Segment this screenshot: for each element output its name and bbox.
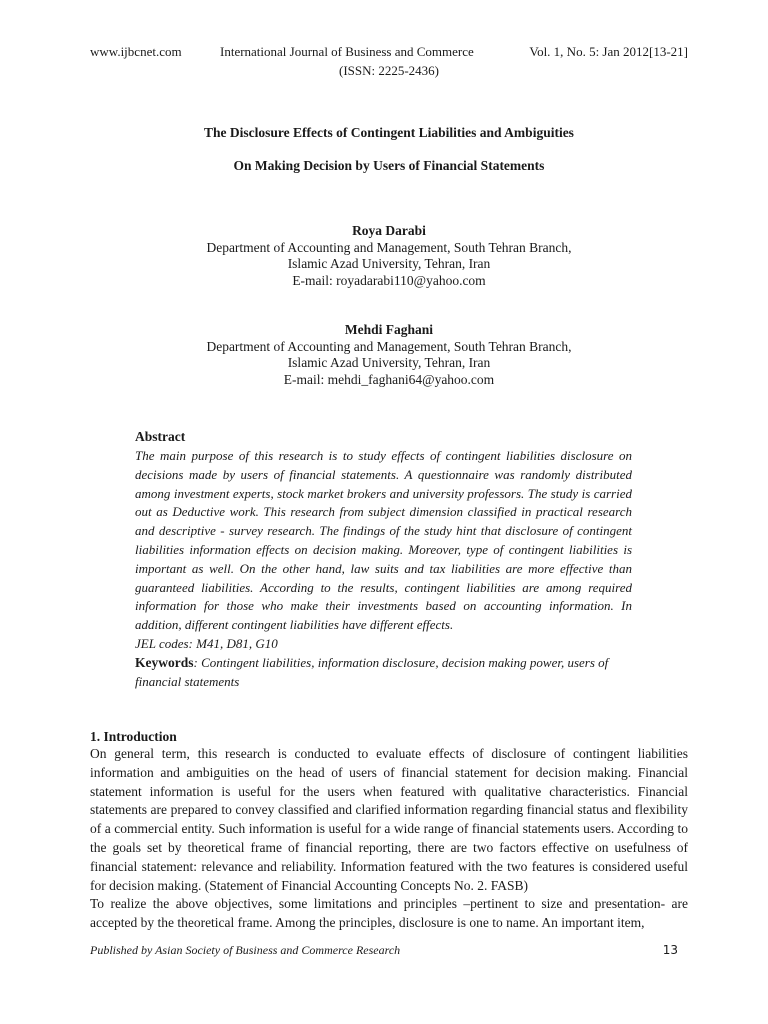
author-affiliation: Islamic Azad University, Tehran, Iran [287,256,491,271]
page-footer [90,943,688,961]
author-email[interactable]: E-mail: royadarabi110@yahoo.com [292,272,486,288]
author-affiliation: Islamic Azad University, Tehran, Iran [287,355,491,370]
author-name: Roya Darabi [352,223,426,238]
abstract-section [135,428,632,691]
author-name: Mehdi Faghani [344,322,434,337]
publisher-credit: Published by Asian Society of Business and Commerce Research [90,943,401,957]
journal-website[interactable]: www.ijbcnet.com [90,44,182,59]
keywords-label: Keywords [135,654,194,670]
paper-title [90,125,688,174]
jel-codes: JEL codes: M41, D81, G10 [135,635,278,651]
introduction-section [90,728,688,933]
author-block-1 [90,223,688,289]
journal-name: International Journal of Business and Commerce [220,44,474,59]
title-line-1: The Disclosure Effects of Contingent Liabilities and Ambiguities [204,125,574,140]
body-paragraph: On general term, this research is conducted to evaluate effects of disclosure of contingent liabilities information and ambiguities on the head of users of financial statement for decision making. Financial statement information is useful for the users when featured with qualitative characteristics. Financial statements are prepared to convey classified and clarified information regarding financial status and flexibility of a commercial entity. Such information is useful for a wide range of financial statements users. According to the goals set by theoretical frame of financial reporting, there are two factors effective on usefulness of financial statement: relevance and reliability. Information featured with the two features is considered useful for decision making. (Statement of Financial Accounting Concepts No. 2. FASB) [90,746,688,893]
author-affiliation: Department of Accounting and Management, South Tehran Branch, [206,338,572,354]
abstract-body: The main purpose of this research is to study effects of contingent liabilities disclosure on decisions made by users of financial statements. A questionnaire was randomly distributed among investment experts, stock market brokers and university professors. The study is carried out as Deductive work. This research from subject dimension classified in practical research and descriptive - survey research. The findings of the study hint that disclosure of contingent liabilities information effects on decision making. Moreover, type of contingent liabilities is important as well. On the other hand, law suits and tax liabilities are more effective than guaranteed liabilities. According to the results, contingent liabilities are among required information for those who make their investments based on accounting information. In addition, different contingent liabilities have different effects. [135,448,632,633]
body-paragraph: To realize the above objectives, some limitations and principles –pertinent to size and presentation- are accepted by the theoretical frame. Among the principles, disclosure is one to name. An important item, [90,896,688,931]
author-email[interactable]: E-mail: mehdi_faghani64@yahoo.com [283,371,495,387]
section-heading: 1. Introduction [90,729,177,744]
page-number: 13 [662,943,678,957]
abstract-heading: Abstract [135,429,186,444]
title-line-2: On Making Decision by Users of Financial Statements [233,158,545,173]
running-header [90,44,688,79]
keywords [135,654,632,692]
volume-info: Vol. 1, No. 5: Jan 2012[13-21] [529,44,688,59]
issn: (ISSN: 2225-2436) [338,63,440,78]
author-affiliation: Department of Accounting and Management, South Tehran Branch, [206,239,572,255]
keywords-text: : Contingent liabilities, information disclosure, decision making power, users of financial statements [135,654,609,689]
author-block-2 [90,322,688,388]
